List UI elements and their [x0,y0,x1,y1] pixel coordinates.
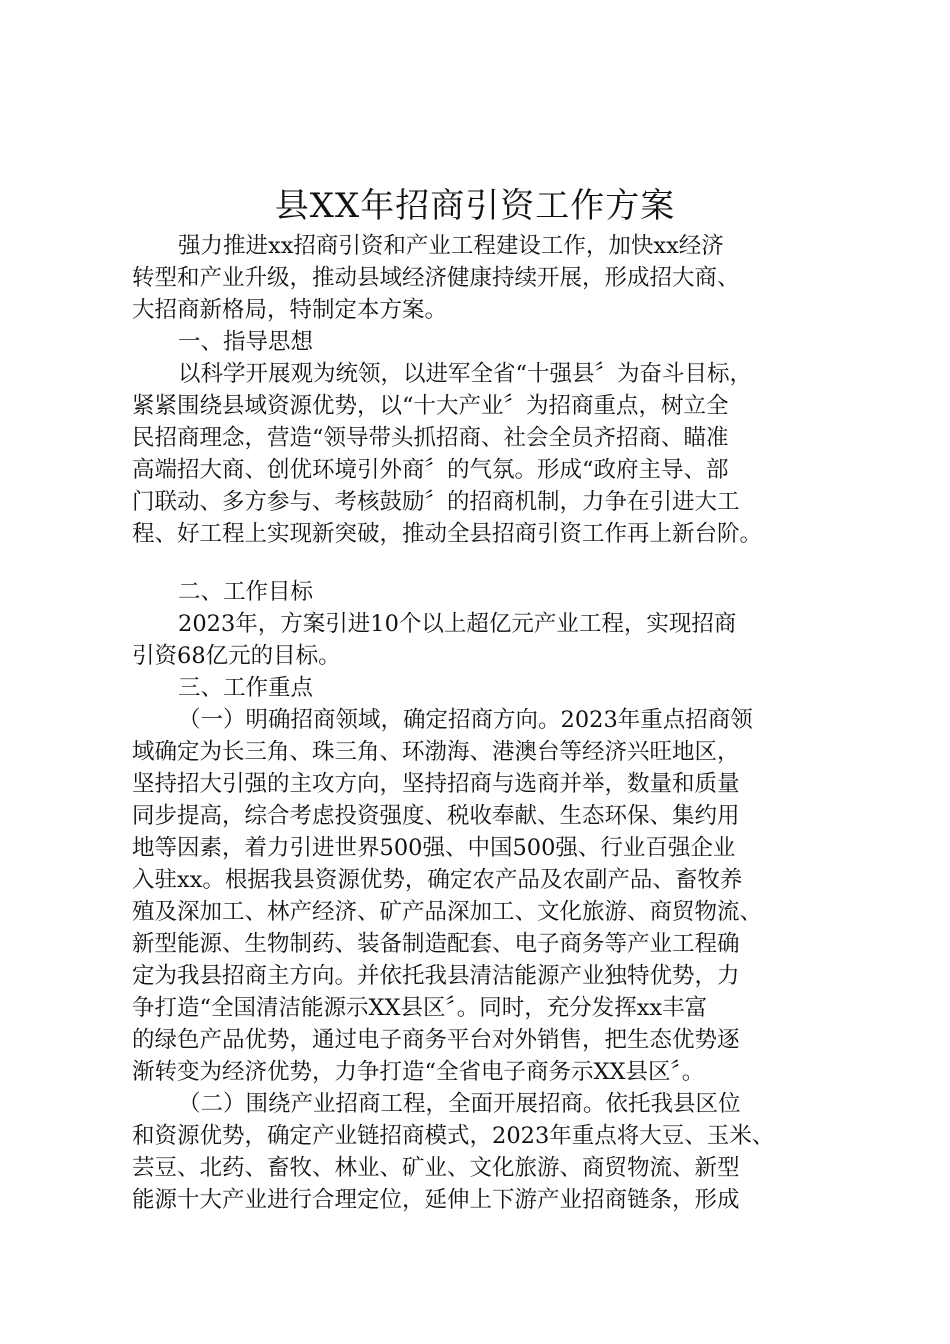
focus-one-line-12: 渐转变为经济优势，力争打造“全省电子商务示XX县区〞。 [132,1059,705,1085]
focus-one-line-6: 入驻xx。根据我县资源优势，确定农产品及农副产品、畜牧养 [132,867,743,893]
focus-one-line-2: 域确定为长三角、珠三角、环渤海、港澳台等经济兴旺地区， [132,739,740,765]
focus-two-line-2: 和资源优势，确定产业链招商模式，2023年重点将大豆、玉米、 [132,1123,775,1149]
focus-one-line-7: 殖及深加工、林产经济、矿产品深加工、文化旅游、商贸物流、 [132,899,763,925]
guiding-line-2: 紧紧围绕县域资源优势，以“十大产业〞为招商重点，树立全 [132,393,729,419]
guiding-line-6: 程、好工程上实现新突破，推动全县招商引资工作再上新台阶。 [132,521,763,547]
guiding-line-4: 高端招大商、创优环境引外商〞的气氛。形成“政府主导、部 [132,457,729,483]
focus-one-line-10: 争打造“全国清洁能源示XX县区〞。同时，充分发挥xx丰富 [132,995,708,1021]
focus-one-line-9: 定为我县招商主方向。并依托我县清洁能源产业独特优势，力 [132,963,740,989]
document-body [132,230,842,1216]
focus-one-line-4: 同步提高，综合考虑投资强度、税收奉献、生态环保、集约用 [132,803,740,829]
focus-two-line-3: 芸豆、北药、畜牧、林业、矿业、文化旅游、商贸物流、新型 [132,1155,740,1181]
goals-line-2: 引资68亿元的目标。 [132,643,341,669]
guiding-line-1: 以科学开展观为统领，以进军全省“十强县〞为奋斗目标， [178,361,753,387]
guiding-line-3: 民招商理念，营造“领导带头抓招商、社会全员齐招商、瞄准 [132,425,729,451]
intro-line-3: 大招商新格局，特制定本方案。 [132,297,448,323]
section-heading-work-focus: 三、工作重点 [178,675,314,701]
focus-two-line-4: 能源十大产业进行合理定位，延伸上下游产业招商链条，形成 [132,1187,740,1213]
focus-one-line-3: 坚持招大引强的主攻方向，坚持招商与选商并举，数量和质量 [132,771,740,797]
focus-two-line-1: （二）围绕产业招商工程，全面开展招商。依托我县区位 [178,1091,741,1117]
paragraph-gap [132,550,842,576]
intro-line-2: 转型和产业升级，推动县域经济健康持续开展，形成招大商、 [132,265,740,291]
section-heading-work-goals: 二、工作目标 [178,579,314,605]
document-title: 县XX年招商引资工作方案 [274,186,676,226]
focus-one-line-11: 的绿色产品优势，通过电子商务平台对外销售，把生态优势逐 [132,1027,740,1053]
focus-one-line-1: （一）明确招商领域，确定招商方向。2023年重点招商领 [178,707,753,733]
guiding-line-5: 门联动、多方参与、考核鼓励〞的招商机制，力争在引进大工 [132,489,740,515]
section-heading-guiding-thought: 一、指导思想 [178,329,314,355]
intro-line-1: 强力推进xx招商引资和产业工程建设工作，加快xx经济 [178,233,724,259]
focus-one-line-8: 新型能源、生物制药、装备制造配套、电子商务等产业工程确 [132,931,740,957]
goals-line-1: 2023年，方案引进10个以上超亿元产业工程，实现招商 [178,611,737,637]
focus-one-line-5: 地等因素，着力引进世界500强、中国500强、行业百强企业 [132,835,736,861]
